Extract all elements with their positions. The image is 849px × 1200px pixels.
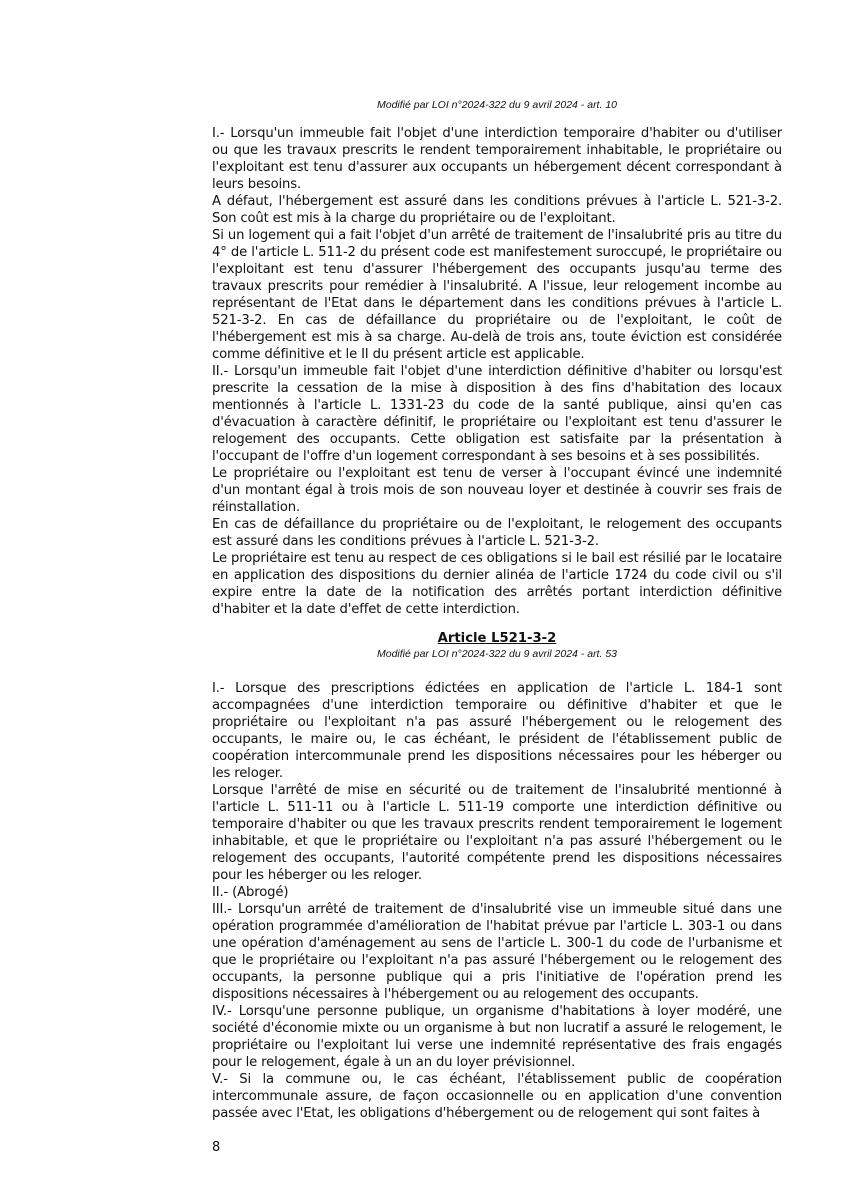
paragraph: A défaut, l'hébergement est assuré dans les conditions prévues à l'article L. 521-3-2. Son coût est mis à la charge du propriétaire ou de l'exploitant. [212, 194, 782, 226]
paragraph: Le propriétaire est tenu au respect de ces obligations si le bail est résilié par le locataire en application des dispositions du dernier alinéa de l'article 1724 du code civil ou s'il expire entre la date de la notification des arrêtés portant interdiction définitive d'habiter et la date d'effet de cette interdiction. [212, 551, 782, 617]
paragraph: II.- Lorsqu'un immeuble fait l'objet d'une interdiction définitive d'habiter ou lorsqu'est prescrite la cessation de la mise à disposition à des fins d'habitation des locaux mentionnés à l'article L. 1331-23 du code de la santé publique, ainsi qu'en cas d'évacuation à caractère définitif, le propriétaire ou l'exploitant est tenu d'assurer le relogement des occupants. Cette obligation est satisfaite par la présentation à l'occupant de l'offre d'un logement correspondant à ses besoins et à ses possibilités. [212, 364, 782, 464]
modification-note: Modifié par LOI n°2024-322 du 9 avril 2024 - art. 10 [376, 99, 617, 111]
page-number: 8 [212, 1140, 221, 1155]
section-2-body [212, 680, 782, 1122]
modification-note: Modifié par LOI n°2024-322 du 9 avril 2024 - art. 53 [376, 648, 617, 660]
paragraph: I.- Lorsque des prescriptions édictées en application de l'article L. 184-1 sont accompagnées d'une interdiction temporaire ou définitive d'habiter et que le propriétaire ou l'exploitant n'a pas assuré l'hébergement ou le relogement des occupants, le maire ou, le cas échéant, le président de l'établissement public de coopération intercommunale prend les dispositions nécessaires pour les héberger ou les reloger. [212, 681, 782, 781]
paragraph: En cas de défaillance du propriétaire ou de l'exploitant, le relogement des occupants est assuré dans les conditions prévues à l'article L. 521-3-2. [212, 517, 782, 549]
paragraph: Le propriétaire ou l'exploitant est tenu de verser à l'occupant évincé une indemnité d'un montant égal à trois mois de son nouveau loyer et destinée à couvrir ses frais de réinstallation. [212, 466, 782, 515]
paragraph: V.- Si la commune ou, le cas échéant, l'établissement public de coopération intercommunale assure, de façon occasionnelle ou en application d'une convention passée avec l'Etat, les obligations d'hébergement ou de relogement qui sont faites à [212, 1072, 782, 1121]
paragraph: Lorsque l'arrêté de mise en sécurité ou de traitement de l'insalubrité mentionné à l'article L. 511-11 ou à l'article L. 511-19 comporte une interdiction définitive ou temporaire d'habiter ou que les travaux prescrits rendent temporairement le logement inhabitable, et que le propriétaire ou l'exploitant n'a pas assuré l'hébergement ou le relogement des occupants, l'autorité compétente prend les dispositions nécessaires pour les héberger ou les reloger. [212, 783, 782, 883]
paragraph: II.- (Abrogé) [212, 885, 289, 900]
section-1 [212, 98, 782, 112]
paragraph: Si un logement qui a fait l'objet d'un arrêté de traitement de l'insalubrité pris au titre du 4° de l'article L. 511-2 du présent code est manifestement suroccupé, le propriétaire ou l'exploitant est tenu d'assurer l'hébergement des occupants jusqu'au terme des travaux prescrits pour remédier à l'insalubrité. A l'issue, leur relogement incombe au représentant de l'Etat dans le département dans les conditions prévues à l'article L. 521-3-2. En cas de défaillance du propriétaire ou de l'exploitant, le coût de l'hébergement est mis à sa charge. Au-delà de trois ans, toute éviction est considérée comme définitive et le II du présent article est applicable. [212, 228, 782, 362]
section-1-body [212, 125, 782, 618]
paragraph: III.- Lorsqu'un arrêté de traitement de d'insalubrité vise un immeuble situé dans une opération programmée d'amélioration de l'habitat prévue par l'article L. 303-1 ou dans une opération d'aménagement au sens de l'article L. 300-1 du code de l'urbanisme et que le propriétaire ou l'exploitant n'a pas assuré l'hébergement ou le relogement des occupants, la personne publique qui a pris l'initiative de l'opération prend les dispositions nécessaires à l'hébergement ou au relogement des occupants. [212, 902, 782, 1002]
paragraph: IV.- Lorsqu'une personne publique, un organisme d'habitations à loyer modéré, une société d'économie mixte ou un organisme à but non lucratif a assuré le relogement, le propriétaire ou l'exploitant lui verse une indemnité représentative des frais engagés pour le relogement, égale à un an du loyer prévisionnel. [212, 1004, 782, 1070]
section-2-header [212, 631, 782, 661]
paragraph: I.- Lorsqu'un immeuble fait l'objet d'une interdiction temporaire d'habiter ou d'utiliser ou que les travaux prescrits le rendent temporairement inhabitable, le propriétaire ou l'exploitant est tenu d'assurer aux occupants un hébergement décent correspondant à leurs besoins. [212, 126, 782, 192]
article-title: Article L521-3-2 [437, 631, 557, 646]
